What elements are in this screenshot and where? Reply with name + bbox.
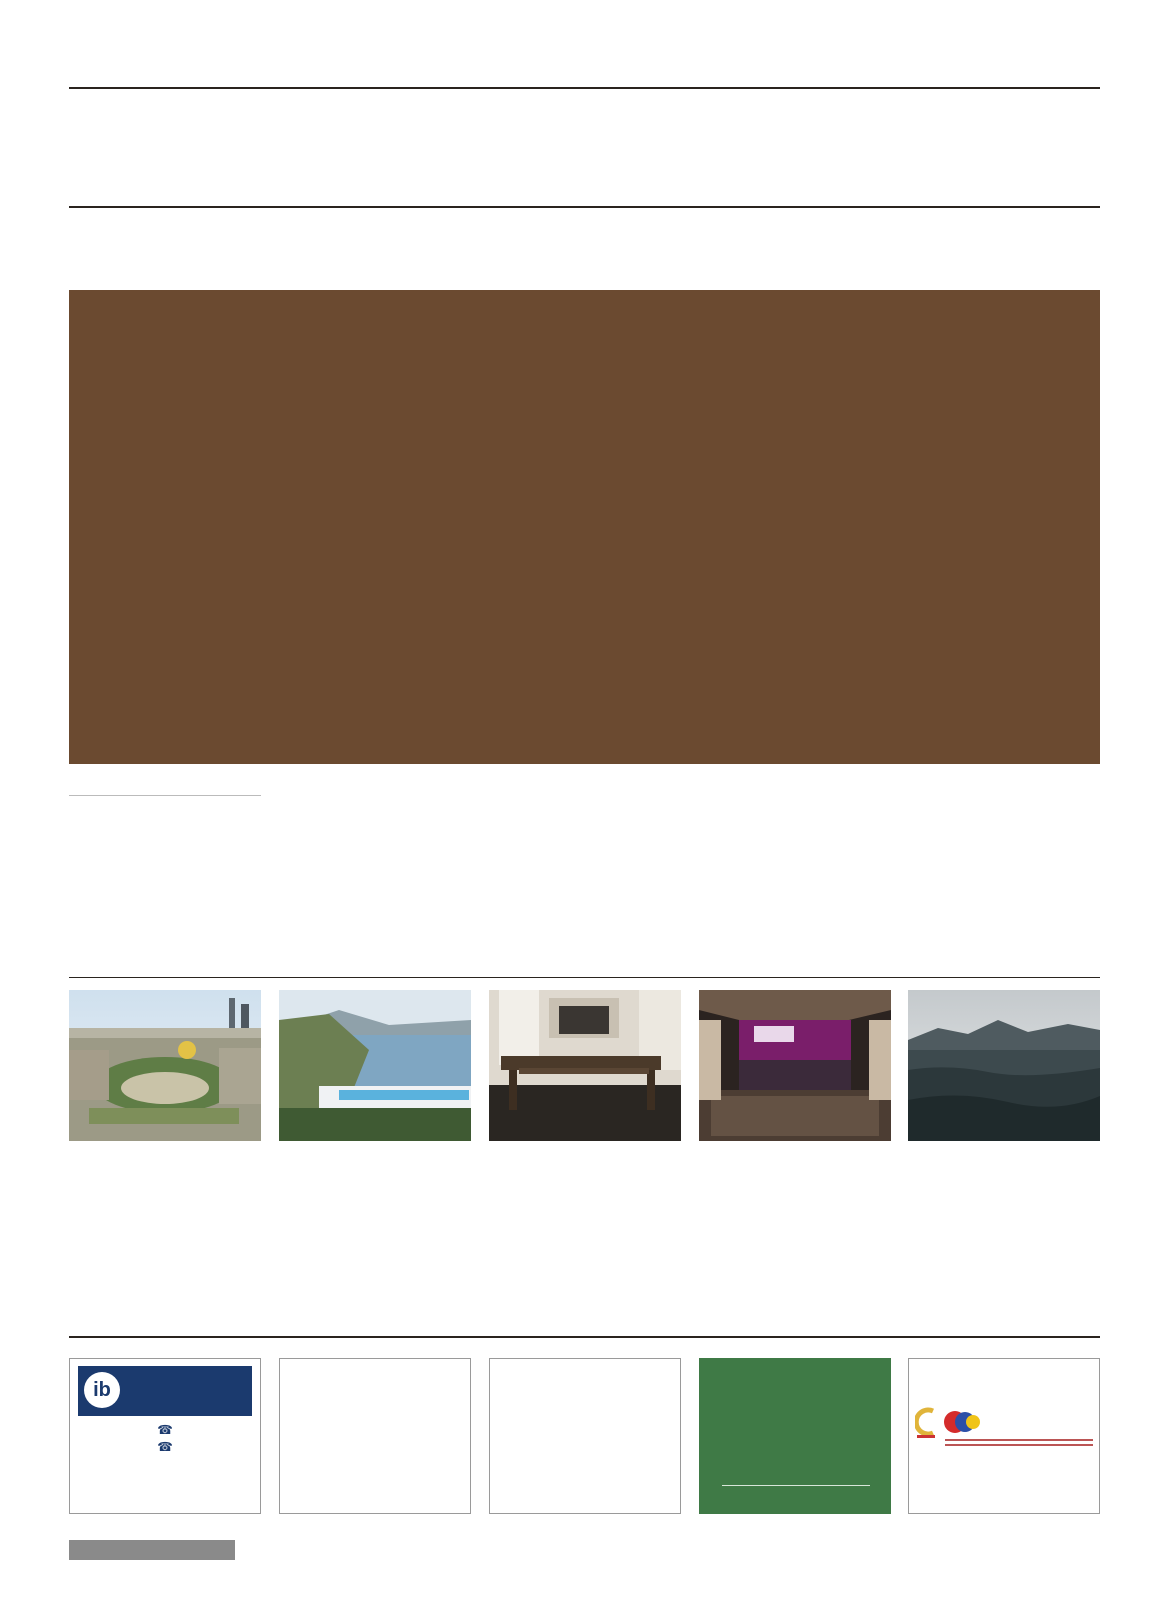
coastal-hotel-photo: [279, 990, 471, 1141]
hero-image: [69, 290, 1100, 764]
article-column-1: [69, 790, 261, 818]
teaser-hotel-groups[interactable]: [279, 990, 471, 1151]
ad-atlantis[interactable]: [489, 1358, 681, 1514]
chamber-logo-icon: [915, 1407, 937, 1441]
recycled-paper-badge: [69, 1540, 235, 1560]
masthead-bottom-rule: [69, 206, 1100, 208]
office-room-photo: [489, 990, 681, 1141]
ad-mb-avocats[interactable]: [699, 1358, 891, 1514]
teaser-sierra-madrid[interactable]: [908, 990, 1100, 1151]
teaser-madrid-millionaires[interactable]: [69, 990, 261, 1151]
newspaper-title: [69, 90, 1100, 202]
ib-logo-icon: ib: [84, 1372, 120, 1408]
ad-cocef[interactable]: [908, 1358, 1100, 1514]
phone-icon: ☎: [157, 1440, 173, 1454]
phone-icon: ☎: [157, 1423, 173, 1437]
teaser-business-center[interactable]: [489, 990, 681, 1151]
teaser-hellomyguide[interactable]: [699, 990, 891, 1151]
ad-womms[interactable]: [279, 1358, 471, 1514]
cocef-logo-icon: [943, 1409, 983, 1435]
fine-print-lines: [945, 1439, 1093, 1446]
masthead-top-rule: [69, 87, 1100, 89]
ads-divider: [69, 1336, 1100, 1338]
divider-line: [722, 1485, 870, 1486]
section-divider: [69, 977, 1100, 978]
ad-inmobienvenue[interactable]: [69, 1358, 261, 1514]
barcode: [921, 1537, 1100, 1593]
event-stage-photo: [699, 990, 891, 1141]
madrid-aerial-photo: [69, 990, 261, 1141]
sierra-lake-photo: [908, 990, 1100, 1141]
byline: [69, 790, 261, 796]
